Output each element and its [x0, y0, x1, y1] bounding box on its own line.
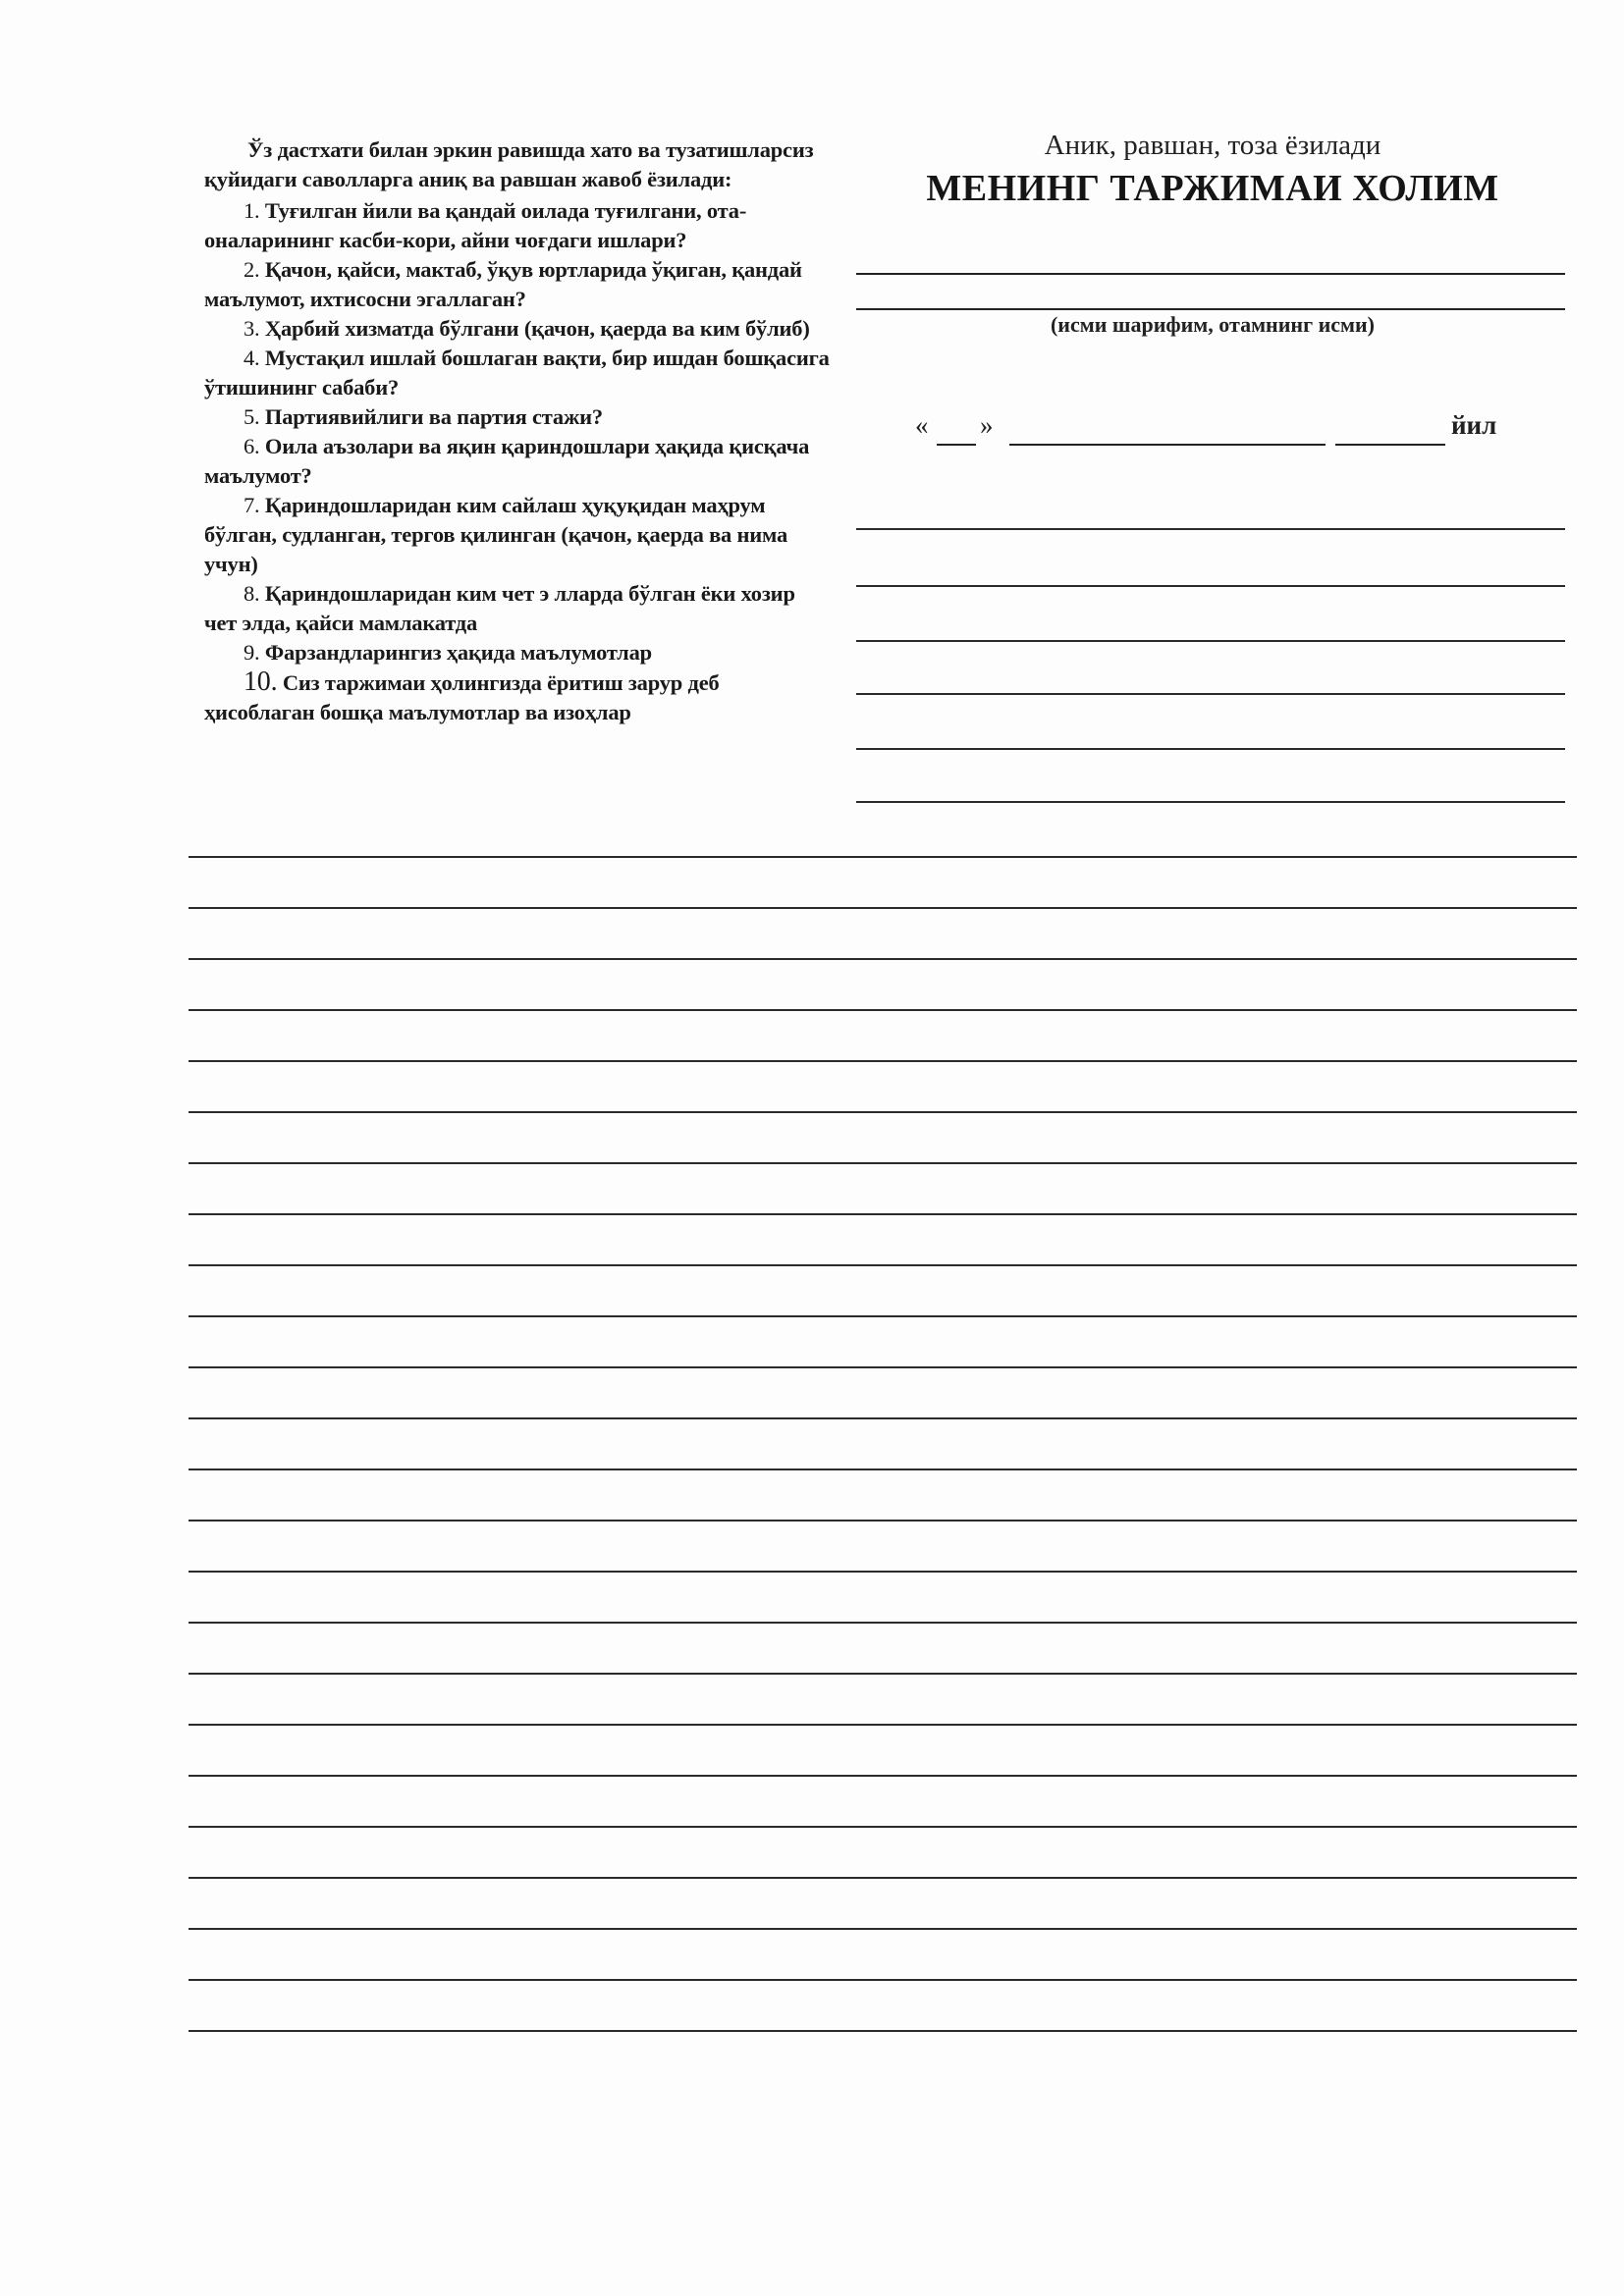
- question-number: 7.: [244, 493, 260, 517]
- writing-line[interactable]: [189, 1724, 1577, 1726]
- question-text: Мустақил ишлай бошлаган вақти, бир ишдан бошқасига ўтишининг сабаби?: [204, 346, 830, 400]
- answer-line[interactable]: [856, 528, 1565, 530]
- writing-line[interactable]: [189, 1877, 1577, 1879]
- question-item: [204, 638, 833, 667]
- writing-note: Аник, равшан, тоза ёзилади: [1044, 130, 1381, 161]
- writing-line[interactable]: [189, 1111, 1577, 1113]
- answer-line[interactable]: [856, 748, 1565, 750]
- question-number: 9.: [244, 640, 260, 665]
- question-text: Ҳарбий хизматда бўлгани (қачон, қаерда ва ким бўлиб): [264, 316, 810, 341]
- writing-line[interactable]: [189, 2030, 1577, 2032]
- writing-line[interactable]: [189, 1162, 1577, 1164]
- date-field: [915, 410, 1563, 450]
- writing-line[interactable]: [189, 1775, 1577, 1777]
- writing-line[interactable]: [189, 1315, 1577, 1317]
- question-item: [204, 491, 833, 579]
- question-item: [204, 344, 833, 402]
- question-text: Сиз таржимаи ҳолингизда ёритиш зарур деб ҳисоблаган бошқа маълумотлар ва изоҳлар: [204, 670, 720, 724]
- month-blank[interactable]: [1009, 444, 1326, 446]
- writing-line[interactable]: [189, 856, 1577, 858]
- question-item: [204, 314, 833, 344]
- date-close-quote: »: [980, 410, 994, 440]
- writing-line[interactable]: [189, 1673, 1577, 1675]
- writing-line[interactable]: [189, 1468, 1577, 1470]
- question-item: [204, 196, 833, 255]
- answer-line[interactable]: [856, 693, 1565, 695]
- writing-line[interactable]: [189, 1060, 1577, 1062]
- name-line[interactable]: [856, 273, 1565, 275]
- question-text: Қариндошларидан ким сайлаш ҳуқуқидан маҳрум бўлган, судланган, тергов қилинган (қачон, қаерда ва нима учун): [204, 493, 788, 576]
- writing-line[interactable]: [189, 1826, 1577, 1828]
- question-number: 2.: [244, 257, 260, 282]
- writing-line[interactable]: [189, 1622, 1577, 1624]
- writing-line[interactable]: [189, 1571, 1577, 1573]
- question-text: Қачон, қайси, мактаб, ўқув юртларида ўқиган, қандай маълумот, ихтисосни эгаллаган?: [204, 257, 802, 311]
- writing-line[interactable]: [189, 1213, 1577, 1215]
- question-item: [204, 255, 833, 314]
- question-item: [204, 579, 833, 638]
- question-text: Фарзандларингиз ҳақида маълумотлар: [264, 640, 652, 665]
- name-caption: (исми шарифим, отамнинг исми): [1050, 312, 1375, 337]
- question-item: [204, 432, 833, 491]
- writing-line[interactable]: [189, 1928, 1577, 1930]
- question-item: [204, 667, 833, 727]
- instructions-block: [204, 135, 833, 727]
- question-text: Оила аъзолари ва яқин қариндошлари ҳақида қисқача маълумот?: [204, 434, 810, 488]
- writing-line[interactable]: [189, 1009, 1577, 1011]
- question-number: 6.: [244, 434, 260, 458]
- answer-line[interactable]: [856, 801, 1565, 803]
- patronymic-line[interactable]: [856, 308, 1565, 310]
- question-number: 10.: [244, 667, 278, 697]
- question-item: [204, 402, 833, 432]
- question-text: Қариндошларидан ким чет э лларда бўлган ёки хозир чет элда, қайси мамлакатда: [204, 581, 795, 635]
- date-open-quote: «: [915, 410, 929, 440]
- writing-line[interactable]: [189, 1417, 1577, 1419]
- question-number: 5.: [244, 404, 260, 429]
- answer-line[interactable]: [856, 585, 1565, 587]
- writing-line[interactable]: [189, 1264, 1577, 1266]
- writing-line[interactable]: [189, 1979, 1577, 1981]
- day-blank[interactable]: [937, 444, 976, 446]
- question-number: 1.: [244, 198, 260, 223]
- writing-line[interactable]: [189, 1520, 1577, 1522]
- question-number: 8.: [244, 581, 260, 606]
- form-title: МЕНИНГ ТАРЖИМАИ ХОЛИМ: [926, 168, 1499, 209]
- question-text: Партиявийлиги ва партия стажи?: [264, 404, 603, 429]
- writing-line[interactable]: [189, 958, 1577, 960]
- answer-line[interactable]: [856, 640, 1565, 642]
- instructions-intro: Ўз дастхати билан эркин равишда хато ва тузатишларсиз қуйидаги саволларга аниқ ва равшан жавоб ёзилади:: [204, 137, 814, 191]
- question-text: Туғилган йили ва қандай оилада туғилгани, ота-оналарининг касби-кори, айни чоғдаги ишлари?: [204, 198, 747, 252]
- question-number: 4.: [244, 346, 260, 370]
- year-word: йил: [1451, 410, 1497, 440]
- writing-line[interactable]: [189, 907, 1577, 909]
- writing-line[interactable]: [189, 1366, 1577, 1368]
- question-number: 3.: [244, 316, 260, 341]
- year-blank[interactable]: [1335, 444, 1445, 446]
